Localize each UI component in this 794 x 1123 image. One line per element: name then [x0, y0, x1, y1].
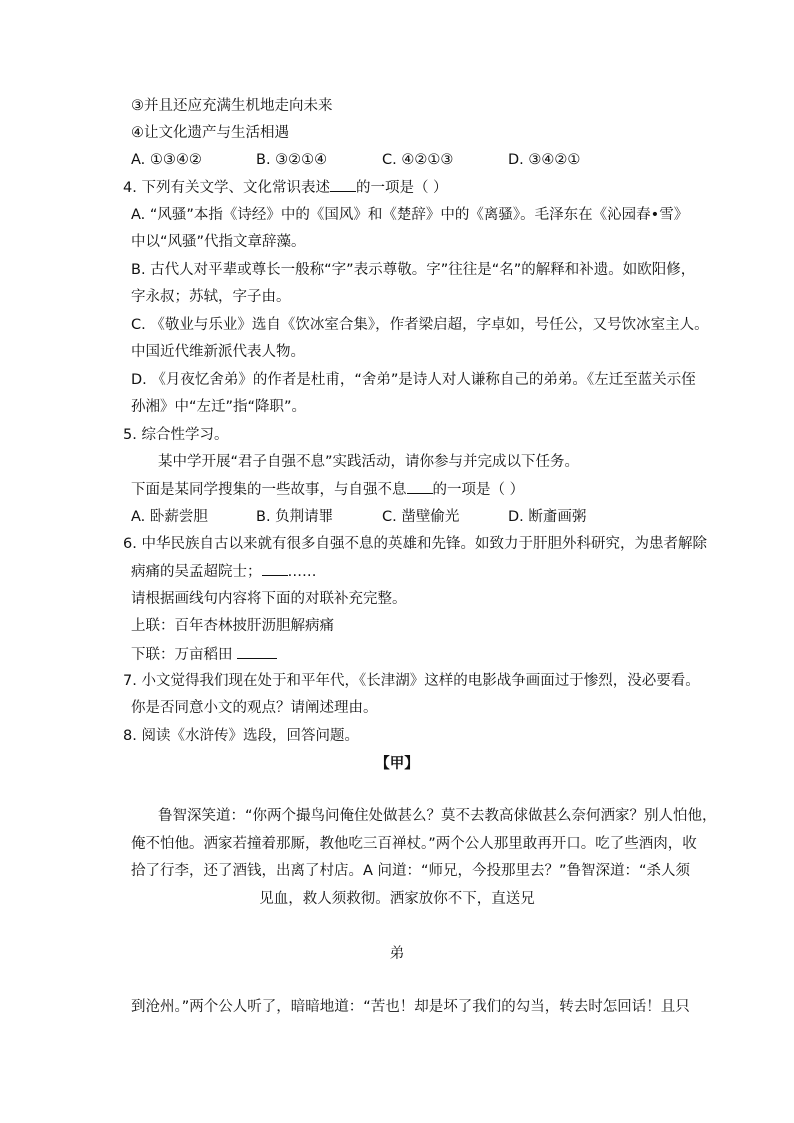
- q3-options: [131, 150, 731, 170]
- q3-item-4: ④让文化遗产与生活相遇: [131, 125, 289, 141]
- q4-stem-part1: 4. 下列有关文学、文化常识表述: [123, 180, 330, 196]
- q5-option-a: A. 卧薪尝胆: [131, 509, 208, 525]
- q4-option-b-line1: B. 古代人对平辈或尊长一般称“字”表示尊敬。字”往往是“名”的解释和补遗。如欧阳修，: [131, 262, 696, 278]
- q5-options: [131, 507, 731, 527]
- q3-item-3: ③并且还应充满生机地走向未来: [131, 98, 333, 114]
- q4-stem-part2: 的一项是（ ）: [355, 180, 448, 196]
- q4-option-c-line2: 中国近代维新派代表人物。: [131, 344, 305, 360]
- q6-line1: 6. 中华民族自古以来就有很多自强不息的英雄和先锋。如致力于肝胆外科研究，为患者解除: [123, 536, 707, 552]
- q6-line2-part1: 病痛的吴孟超院士；: [131, 564, 262, 580]
- q8-passage-line3: 拾了行李，还了酒钱，出离了村店。A 问道：“师兄，今投那里去？”鲁智深道：“杀人须: [131, 863, 691, 879]
- q6-lower-blank: [237, 644, 277, 659]
- q5-option-c: C. 凿壁偷光: [382, 509, 460, 525]
- q5-blank: [407, 479, 433, 494]
- q4-option-a-line1: A. “风骚”本指《诗经》中的《国风》和《楚辞》中的《离骚》。毛泽东在《沁园春•雪》: [131, 207, 689, 223]
- q6-instruction: 请根据画线句内容将下面的对联补充完整。: [131, 591, 407, 607]
- q5-stem-part1: 下面是某同学搜集的一些故事，与自强不息: [131, 482, 407, 498]
- q7-line2: 你是否同意小文的观点？请阐述理由。: [131, 700, 378, 716]
- q6-blank: [262, 561, 288, 576]
- q5-stem: [131, 479, 524, 500]
- q3-option-a: A. ①③④②: [131, 152, 202, 168]
- q4-option-d-line1: D. 《月夜忆舍弟》的作者是杜甫，“舍弟”是诗人对人谦称自己的弟弟。《左迁至蓝关示侄: [131, 372, 696, 388]
- q8-title: 8. 阅读《水浒传》选段，回答问题。: [123, 728, 359, 744]
- q6-lower-couplet-text: 下联：万亩稻田: [131, 647, 233, 663]
- q6-line2: [131, 561, 317, 582]
- q6-lower-couplet: [131, 644, 277, 665]
- q8-passage-line6: 到沧州。”两个公人听了，暗暗地道：“苦也！却是坏了我们的勾当，转去时怎回话！且只: [131, 999, 690, 1015]
- q8-passage-line2: 俺不怕他。洒家若撞着那厮，教他吃三百禅杖。”两个公人那里敢再开口。吃了些酒肉，收: [131, 836, 697, 852]
- q7-line1: 7. 小文觉得我们现在处于和平年代，《长津湖》这样的电影战争画面过于惨烈，没必要看。: [123, 673, 700, 689]
- q5-stem-part2: 的一项是（ ）: [432, 482, 525, 498]
- q4-option-a-line2: 中以“风骚”代指文章辞藻。: [131, 234, 306, 250]
- q6-line2-part2: ……: [287, 564, 317, 580]
- q8-passage-line4: 见血，救人须救彻。洒家放你不下，直送兄: [259, 891, 535, 907]
- q5-option-b: B. 负荆请罪: [256, 509, 334, 525]
- q4-stem: [123, 177, 448, 198]
- q5-title: 5. 综合性学习。: [123, 427, 229, 443]
- q4-option-d-line2: 孙湘》中“左迁”指“降职”。: [131, 399, 307, 415]
- q4-option-b-line2: 字永叔；苏轼，字子由。: [131, 289, 291, 305]
- q8-passage-line5: 弟: [389, 946, 405, 962]
- q5-intro: 某中学开展“君子自强不息”实践活动，请你参与并完成以下任务。: [158, 454, 580, 470]
- q4-blank: [330, 177, 356, 192]
- q5-option-d: D. 断齑画粥: [508, 509, 587, 525]
- q4-option-c-line1: C. 《敬业与乐业》选自《饮冰室合集》，作者梁启超，字卓如，号任公，又号饮冰室主人。: [131, 317, 709, 333]
- q3-option-b: B. ③②①④: [256, 152, 328, 168]
- q3-option-d: D. ③④②①: [508, 152, 581, 168]
- q8-section-heading: 【甲】: [375, 756, 419, 772]
- q3-option-c: C. ④②①③: [382, 152, 454, 168]
- q8-passage-line1: 鲁智深笑道：“你两个撮鸟问俺住处做甚么？莫不去教高俅做甚么奈何洒家？别人怕他，: [158, 808, 717, 824]
- q6-upper-couplet: 上联：百年杏林披肝沥胆解病痛: [131, 618, 334, 634]
